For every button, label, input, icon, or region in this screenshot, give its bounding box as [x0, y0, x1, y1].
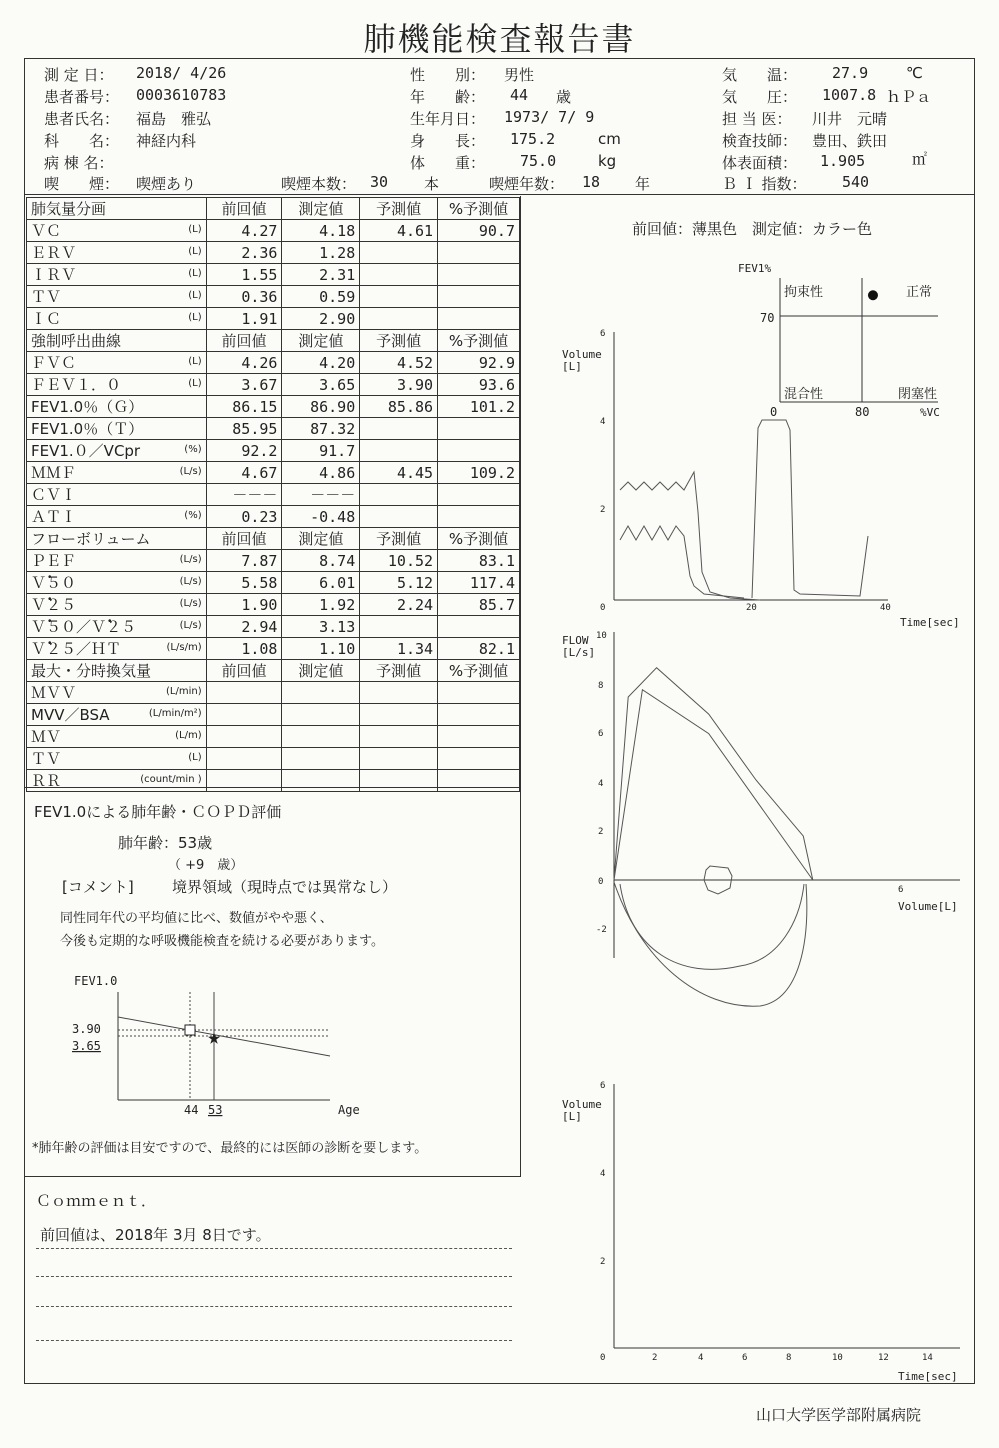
section-title: フローボリューム [27, 528, 207, 550]
row-label: ＰＥＦ [31, 552, 77, 570]
column-header: 前回値 [206, 198, 282, 220]
row-label: ＭＶＶ [31, 684, 77, 702]
vc-tick-0: 0 [770, 405, 778, 419]
value-prev: 3.67 [206, 374, 282, 396]
vt2-xtick: 4 [698, 1353, 704, 1363]
value-pred: 5.12 [360, 572, 438, 594]
row-unit: (L/s) [179, 466, 202, 477]
row-unit: (L) [188, 356, 202, 367]
vt-meas-trace [620, 526, 744, 598]
row-unit: (L/min/m²) [148, 708, 202, 719]
value-meas: -0.48 [282, 506, 360, 528]
vt2-ytick: 0 [600, 1353, 606, 1363]
fv-ytick: 6 [598, 729, 604, 739]
vt2-ytick: 6 [600, 1081, 606, 1091]
value-prev: 1.55 [206, 264, 282, 286]
vt-second-trace [752, 420, 868, 598]
vt-ytick: 0 [600, 603, 606, 613]
age-value: 44 [510, 86, 529, 104]
value-pred: 2.24 [360, 594, 438, 616]
smoke-years-label: 喫煙年数： [489, 175, 565, 193]
value-pct: 117.4 [438, 572, 520, 594]
fv-prev-curve [614, 690, 813, 880]
value-prev: －－－ [206, 484, 282, 506]
value-pred: 4.45 [360, 462, 438, 484]
y-tick-365: 3.65 [72, 1039, 101, 1053]
column-header: %予測値 [438, 660, 520, 682]
vt2-xlabel: Time[sec] [898, 1370, 958, 1383]
row-unit: (L/min) [166, 686, 202, 697]
row-label: ＦＶＣ [31, 354, 77, 372]
weight-value: 75.0 [520, 152, 557, 170]
row-unit: (L) [188, 268, 202, 279]
column-header: 測定値 [282, 330, 360, 352]
copd-comment: 境界領域（現時点では異常なし） [172, 878, 398, 896]
fv-ytick: 8 [598, 681, 604, 691]
q-restrictive: 拘束性 [784, 285, 824, 300]
row-label: FEV1.０／VCpr [31, 442, 141, 460]
doctor-value: 川井 元晴 [812, 110, 888, 128]
value-pct: 92.9 [438, 352, 520, 374]
value-meas: 91.7 [282, 440, 360, 462]
dept-label: 科 名： [44, 132, 120, 150]
fv-xtick: 6 [898, 885, 904, 895]
row-unit: (L/s/m) [166, 642, 202, 653]
vt-xlabel: Time[sec] [900, 616, 960, 629]
column-header: 前回値 [206, 330, 282, 352]
value-pred: 3.90 [360, 374, 438, 396]
vt-xtick: 40 [880, 603, 891, 613]
value-meas: 2.31 [282, 264, 360, 286]
column-header: %予測値 [438, 198, 520, 220]
bsa-value: 1.905 [820, 152, 866, 170]
value-pred: 10.52 [360, 550, 438, 572]
value-meas: 8.74 [282, 550, 360, 572]
value-meas: 1.92 [282, 594, 360, 616]
vt2-ylabel [562, 1098, 602, 1123]
sex-label: 性 別： [410, 66, 486, 84]
dob-value: 1973/ 7/ 9 [504, 108, 595, 126]
vt-ytick: 6 [600, 329, 606, 339]
row-unit: (%) [184, 510, 202, 521]
fv-ytick: -2 [596, 925, 607, 935]
fev-point [868, 290, 878, 300]
column-header: 測定値 [282, 528, 360, 550]
value-pct: 101.2 [438, 396, 520, 418]
y-tick-390: 3.90 [72, 1022, 101, 1036]
value-meas: 3.65 [282, 374, 360, 396]
color-legend: 前回値：薄黒色 測定値：カラー色 [632, 220, 873, 238]
column-header: %予測値 [438, 528, 520, 550]
bsa-label: 体表面積： [722, 154, 798, 172]
value-pred: 1.34 [360, 638, 438, 660]
smoke-num-unit: 本 [424, 175, 440, 193]
row-unit: (L/s) [179, 576, 202, 587]
smoke-label: 喫 煙： [44, 175, 120, 193]
vt2-xtick: 10 [832, 1353, 843, 1363]
x-tick-53: 53 [208, 1103, 223, 1117]
smoke-years-unit: 年 [635, 175, 651, 193]
row-unit: (L) [188, 290, 202, 301]
pres-label: 気 圧： [722, 88, 798, 106]
volume-time-chart [562, 329, 960, 629]
row-label: ＩＣ [31, 310, 62, 328]
row-unit: (L) [188, 246, 202, 257]
vt2-xtick: 12 [878, 1353, 889, 1363]
ward-label: 病 棟 名： [44, 154, 114, 172]
copd-heading: FEV1.0による肺年齢・ＣＯＰＤ評価 [34, 803, 282, 821]
value-meas: 4.20 [282, 352, 360, 374]
lung-age: 肺年齢：53歳 [118, 834, 213, 852]
comment-text: 前回値は、2018年 3月 8日です。 [40, 1226, 271, 1244]
dob-label: 生年月日： [410, 110, 486, 128]
row-label: Ｖ̇２５／ＨＴ [31, 640, 122, 658]
value-pred: 4.61 [360, 220, 438, 242]
vt-ytick: 4 [600, 417, 606, 427]
value-prev: 7.87 [206, 550, 282, 572]
vt-prev-trace [620, 472, 760, 600]
age-label: 年 齢： [410, 88, 486, 106]
row-unit: (L/s) [179, 554, 202, 565]
vt-ytick: 2 [600, 505, 606, 515]
value-prev: 2.94 [206, 616, 282, 638]
height-value: 175.2 [510, 130, 556, 148]
x-tick-44: 44 [184, 1103, 199, 1117]
vt2-ytick: 2 [600, 1257, 606, 1267]
pid-value: 0003610783 [136, 86, 227, 104]
value-prev: 4.26 [206, 352, 282, 374]
column-header: 予測値 [360, 528, 438, 550]
copd-line2: 今後も定期的な呼吸機能検査を続ける必要があります。 [60, 934, 384, 949]
section-title: 肺気量分画 [27, 198, 207, 220]
value-prev: 0.23 [206, 506, 282, 528]
section-title: 最大・分時換気量 [27, 660, 207, 682]
weight-unit: kg [598, 152, 617, 170]
q-normal: 正常 [906, 285, 933, 300]
value-prev: 1.91 [206, 308, 282, 330]
fv-insp-curve-2 [620, 884, 804, 969]
row-label: ＶＣ [31, 222, 62, 240]
value-pct: 85.7 [438, 594, 520, 616]
row-unit: (L/s) [179, 598, 202, 609]
value-meas: 0.59 [282, 286, 360, 308]
value-prev: 4.67 [206, 462, 282, 484]
value-meas: －－－ [282, 484, 360, 506]
value-meas: 1.10 [282, 638, 360, 660]
value-pred: 85.86 [360, 396, 438, 418]
value-meas: 86.90 [282, 396, 360, 418]
fv-ylabel-unit: [L/s] [562, 646, 596, 659]
column-header: 前回値 [206, 660, 282, 682]
fv-ytick: 4 [598, 779, 604, 789]
vc-label: %VC [920, 406, 940, 419]
value-meas: 6.01 [282, 572, 360, 594]
row-label: FEV1.0％（Ｔ） [31, 420, 144, 438]
column-header: 測定値 [282, 198, 360, 220]
copd-line1: 同性同年代の平均値に比べ、数値がやや悪く、 [60, 911, 333, 926]
value-prev: 1.08 [206, 638, 282, 660]
bsa-unit: ㎡ [912, 150, 928, 168]
vt-ylabel-name: Volume [562, 348, 602, 361]
column-header: %予測値 [438, 330, 520, 352]
lung-chart-ylabel: FEV1.0 [74, 974, 118, 988]
temp-label: 気 温： [722, 66, 798, 84]
comment-tag: [コメント] [62, 878, 134, 896]
value-prev: 92.2 [206, 440, 282, 462]
date-value: 2018/ 4/26 [136, 64, 227, 82]
row-unit: (L) [188, 378, 202, 389]
row-label: MVV／BSA [31, 706, 110, 724]
row-label: ＣＶＩ [31, 486, 77, 504]
tech-label: 検査技師： [722, 132, 798, 150]
fev-quadrant-chart [738, 262, 940, 419]
vt2-ylabel-name: Volume [562, 1098, 602, 1111]
row-label: ＥＲＶ [31, 244, 77, 262]
value-prev: 1.90 [206, 594, 282, 616]
value-prev: 5.58 [206, 572, 282, 594]
vt2-ylabel-unit: [L] [562, 1110, 582, 1123]
fv-ylabel-name: FLOW [562, 634, 589, 647]
row-label: Ｖ̇５０ [31, 574, 77, 592]
temp-unit: ℃ [906, 64, 923, 82]
value-meas: 3.13 [282, 616, 360, 638]
column-header: 予測値 [360, 330, 438, 352]
vt2-xtick: 8 [786, 1353, 792, 1363]
row-label: ＦＥＶ１．０ [31, 376, 122, 394]
flow-volume-chart [562, 631, 960, 1006]
lung-age-diff: （ +9 歳） [168, 858, 244, 873]
vt-ylabel-unit: [L] [562, 360, 582, 373]
row-label: ＴＶ [31, 750, 62, 768]
row-unit: (L) [188, 312, 202, 323]
fv-meas-curve [614, 668, 813, 880]
fv-xlabel: Volume[L] [898, 900, 958, 913]
name-label: 患者氏名： [44, 110, 120, 128]
comment-heading: Ｃｏｍｍｅｎｔ． [36, 1192, 157, 1210]
value-meas: 4.86 [282, 462, 360, 484]
value-pct: 83.1 [438, 550, 520, 572]
fev-tick-70: 70 [760, 311, 775, 325]
value-pct: 93.6 [438, 374, 520, 396]
row-unit: (L/m) [175, 730, 202, 741]
row-unit: (L) [188, 752, 202, 763]
value-prev: 86.15 [206, 396, 282, 418]
bi-label: Ｂ Ｉ 指数： [722, 175, 807, 193]
lung-age-star: ★ [207, 1025, 221, 1050]
vt-xtick: 20 [746, 603, 757, 613]
sex-value: 男性 [504, 66, 535, 84]
smoke-years-value: 18 [582, 173, 601, 191]
vc-tick-80: 80 [855, 405, 870, 419]
value-prev: 0.36 [206, 286, 282, 308]
value-prev: 2.36 [206, 242, 282, 264]
smoke-num-value: 30 [370, 173, 389, 191]
column-header: 測定値 [282, 660, 360, 682]
row-unit: (L) [188, 224, 202, 235]
value-prev: 85.95 [206, 418, 282, 440]
row-label: ＭＶ [31, 728, 62, 746]
row-unit: (L/s) [179, 620, 202, 631]
pid-label: 患者番号： [44, 88, 120, 106]
row-label: ＡＴＩ [31, 508, 77, 526]
row-label: Ｖ̇２５ [31, 596, 77, 614]
fv-ytick: 2 [598, 827, 604, 837]
column-header: 予測値 [360, 660, 438, 682]
vt-ylabel [562, 348, 602, 373]
section-title: 強制呼出曲線 [27, 330, 207, 352]
row-unit: (count/min ) [140, 774, 202, 785]
row-label: FEV1.0％（Ｇ） [31, 398, 144, 416]
row-label: ＭＭＦ [31, 464, 77, 482]
smoke-value: 喫煙あり [136, 175, 197, 193]
value-prev: 4.27 [206, 220, 282, 242]
fev-quadrant-title: FEV1% [738, 262, 772, 275]
fv-ylabel [562, 634, 595, 659]
fv-insp-curve [614, 882, 807, 1006]
copd-note: *肺年齢の評価は目安ですので、最終的には医師の診断を要します。 [32, 1141, 428, 1156]
value-pct: 90.7 [438, 220, 520, 242]
value-meas: 4.18 [282, 220, 360, 242]
report-title: 肺機能検査報告書 [363, 20, 636, 58]
value-pred: 4.52 [360, 352, 438, 374]
row-label: Ｖ̇５０／Ｖ̇２５ [31, 618, 137, 636]
value-meas: 2.90 [282, 308, 360, 330]
bi-value: 540 [842, 173, 870, 191]
weight-label: 体 重： [410, 154, 486, 172]
volume-time-chart-2 [562, 1081, 960, 1383]
name-value: 福島 雅弘 [136, 110, 212, 128]
smoke-num-label: 喫煙本数： [281, 175, 357, 193]
row-label: ＴＶ [31, 288, 62, 306]
column-header: 予測値 [360, 198, 438, 220]
vt2-xtick: 2 [652, 1353, 658, 1363]
height-unit: cm [598, 130, 621, 148]
date-label: 測 定 日： [44, 66, 114, 84]
lung-chart-xlabel: Age [338, 1103, 360, 1117]
dept-value: 神経内科 [136, 132, 197, 150]
temp-value: 27.9 [832, 64, 869, 82]
fv-ytick: 10 [596, 631, 607, 641]
q-mixed: 混合性 [784, 387, 824, 402]
q-obstructive: 閉塞性 [898, 387, 938, 402]
pres-unit: ｈＰａ [886, 88, 932, 106]
row-unit: (%) [184, 444, 202, 455]
value-pct: 109.2 [438, 462, 520, 484]
tech-value: 豊田、鉄田 [812, 132, 888, 150]
column-header: 前回値 [206, 528, 282, 550]
row-label: ＩＲＶ [31, 266, 77, 284]
fv-ytick: 0 [598, 877, 604, 887]
vt2-xtick: 14 [922, 1353, 933, 1363]
height-label: 身 長： [410, 132, 486, 150]
value-meas: 1.28 [282, 242, 360, 264]
hospital-footer: 山口大学医学部附属病院 [756, 1406, 922, 1424]
vt2-xtick: 6 [742, 1353, 748, 1363]
pres-value: 1007.8 [822, 86, 877, 104]
doctor-label: 担 当 医： [722, 110, 792, 128]
row-label: ＲＲ [31, 772, 62, 790]
value-pct: 82.1 [438, 638, 520, 660]
age-unit: 歳 [556, 88, 572, 106]
vt2-ytick: 4 [600, 1169, 606, 1179]
value-meas: 87.32 [282, 418, 360, 440]
